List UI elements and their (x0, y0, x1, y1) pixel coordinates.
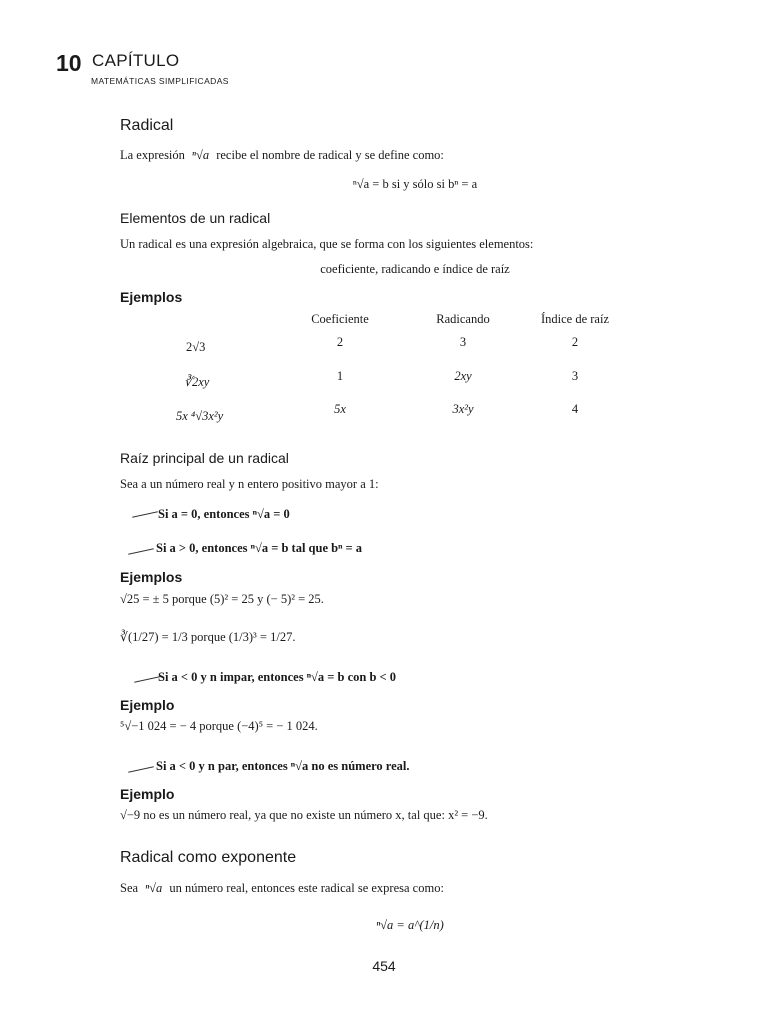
example-cube-root-fraction: ∛(1/27) = 1/3 porque (1/3)³ = 1/27. (120, 630, 296, 644)
section-title-elementos: Elementos de un radical (120, 210, 271, 226)
table-row-coef: 5x (334, 402, 346, 416)
case-a-zero: Si a = 0, entonces ⁿ√a = 0 (158, 507, 290, 521)
table-row-coef: 2 (336, 335, 344, 349)
table-row-expr: 2√3 (186, 340, 206, 354)
example-sqrt-negative-9: √−9 no es un número real, ya que no existe un número x, tal que: x² = −9. (120, 808, 488, 822)
section-title-exponente: Radical como exponente (120, 849, 297, 866)
chapter-subtitle: MATEMÁTICAS SIMPLIFICADAS (91, 76, 229, 86)
table-row-rad: 3 (459, 335, 467, 349)
case-arrow-icon (128, 766, 154, 772)
page-number: 454 (372, 958, 396, 974)
section-title-ejemplo-4: Ejemplo (120, 786, 175, 802)
table-row-idx: 2 (571, 335, 579, 349)
case-a-positive: Si a > 0, entonces ⁿ√a = b tal que bⁿ = a (156, 541, 363, 555)
elementos-list: coeficiente, radicando e índice de raíz (320, 262, 510, 276)
header-indice: Índice de raíz (540, 312, 609, 326)
radical-intro-after: recibe el nombre de radical y se define como: (216, 148, 444, 162)
chapter-number: 10 (56, 50, 82, 76)
exponente-text-expr: ⁿ√a (145, 881, 163, 895)
header-radicando: Radicando (436, 312, 490, 326)
chapter-label: CAPÍTULO (92, 51, 180, 70)
radical-intro (120, 148, 444, 163)
table-row-expr: ∛2xy (184, 375, 210, 389)
section-title-ejemplos-1: Ejemplos (120, 289, 183, 305)
table-row-expr: 5x ⁴√3x²y (176, 409, 224, 423)
exponente-text-before: Sea (120, 881, 139, 895)
case-a-negative-even: Si a < 0 y n par, entonces ⁿ√a no es número real. (156, 759, 410, 773)
case-a-negative-odd: Si a < 0 y n impar, entonces ⁿ√a = b con b < 0 (158, 670, 397, 684)
section-title-ejemplos-2: Ejemplos (120, 569, 183, 585)
case-arrow-icon (128, 548, 154, 554)
raiz-principal-text: Sea a un número real y n entero positivo mayor a 1: (120, 477, 379, 491)
elementos-text: Un radical es una expresión algebraica, que se forma con los siguientes elementos: (120, 237, 534, 251)
case-arrow-icon (134, 676, 160, 682)
radical-intro-expr: ⁿ√a (192, 148, 210, 162)
radical-intro-before: La expresión (120, 148, 185, 162)
exponente-formula: ⁿ√a = a^(1/n) (376, 918, 444, 932)
table-row-idx: 3 (571, 369, 579, 383)
table-row-idx: 4 (571, 402, 579, 416)
table-row-coef: 1 (336, 369, 344, 383)
example-fifth-root: ⁵√−1 024 = − 4 porque (−4)⁵ = − 1 024. (120, 719, 318, 733)
section-title-ejemplo-3: Ejemplo (120, 697, 175, 713)
header-coeficiente: Coeficiente (311, 312, 369, 326)
exponente-text (120, 881, 444, 896)
exponente-text-after: un número real, entonces este radical se expresa como: (169, 881, 444, 895)
radical-definition: ⁿ√a = b si y sólo si bⁿ = a (352, 177, 478, 191)
case-arrow-icon (132, 511, 158, 517)
section-title-radical: Radical (120, 117, 174, 134)
table-row-rad: 2xy (454, 369, 472, 383)
table-row-rad: 3x²y (452, 402, 474, 416)
section-title-raiz-principal: Raíz principal de un radical (120, 450, 289, 466)
example-sqrt-25: √25 = ± 5 porque (5)² = 25 y (− 5)² = 25. (120, 592, 324, 606)
